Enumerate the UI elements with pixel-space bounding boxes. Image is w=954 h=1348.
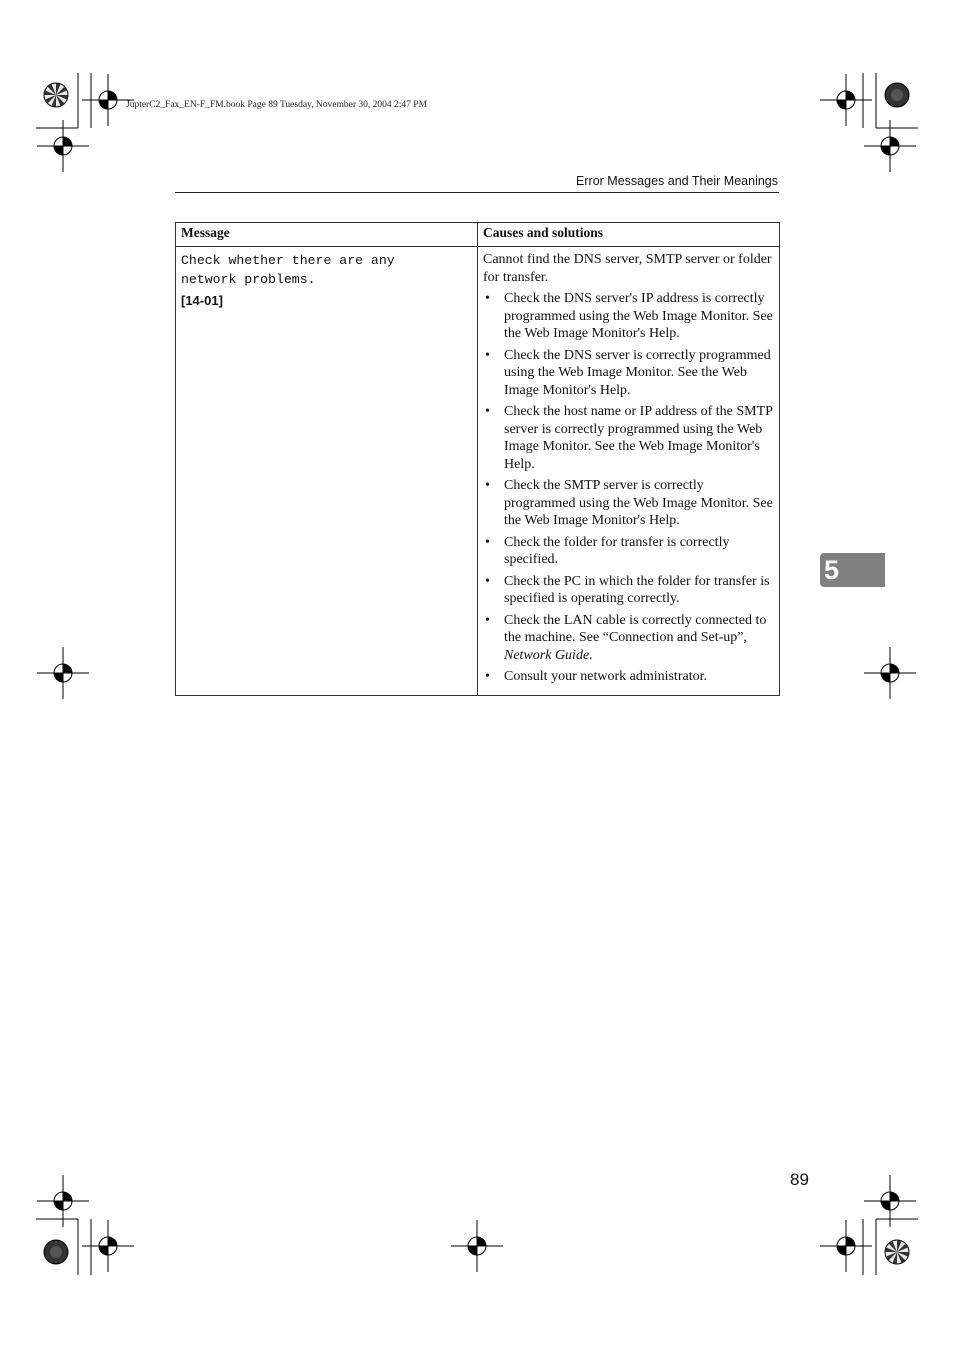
bullet-icon: • <box>485 404 490 419</box>
table-header-row <box>176 223 780 247</box>
list-item <box>483 477 774 530</box>
cause-text: Check the folder for transfer is correctly specified. <box>504 534 730 567</box>
print-info-line: JupterC2_Fax_EN-F_FM.book Page 89 Tuesday, November 30, 2004 2:47 PM <box>126 100 428 110</box>
cause-text-end: . <box>589 647 593 663</box>
list-item <box>483 668 774 686</box>
error-code: [14-01] <box>181 293 223 308</box>
table-row <box>176 247 780 696</box>
bullet-icon: • <box>485 534 490 550</box>
column-header-message: Message <box>176 223 478 247</box>
list-item <box>483 612 774 665</box>
causes-cell <box>478 247 780 696</box>
bullet-icon: • <box>485 573 490 589</box>
cause-text: Check the SMTP server is correctly programmed using the Web Image Monitor. See the Web Image Monitor's Help. <box>504 478 773 528</box>
bullet-icon: • <box>485 291 490 306</box>
header-rule <box>175 192 779 193</box>
cause-text: Consult your network administrator. <box>504 669 707 684</box>
chapter-tab <box>820 553 885 587</box>
bullet-icon: • <box>485 612 490 628</box>
list-item <box>483 534 774 569</box>
cause-text: Check the host name or IP address of the SMTP server is correctly programmed using the Web Image Monitor. See the Web Image Monitor's Help. <box>504 404 773 472</box>
list-item <box>483 573 774 608</box>
list-item <box>483 403 774 473</box>
guide-reference: Network Guide <box>504 647 590 663</box>
message-cell <box>176 247 478 696</box>
cause-text: Check the PC in which the folder for transfer is specified is operating correctly. <box>504 573 770 606</box>
bullet-icon: • <box>485 478 490 493</box>
message-text: Check whether there are any network problems. <box>181 253 395 287</box>
error-message-table <box>175 222 780 696</box>
running-header: Error Messages and Their Meanings <box>576 174 778 188</box>
causes-list <box>483 290 774 686</box>
cause-text: Check the LAN cable is correctly connected to the machine. See “Connection and Set-up”, <box>504 612 767 645</box>
bullet-icon: • <box>485 347 490 363</box>
cause-text: Check the DNS server is correctly programmed using the Web Image Monitor. See the Web Image Monitor's Help. <box>504 347 771 398</box>
list-item <box>483 290 774 343</box>
causes-intro: Cannot find the DNS server, SMTP server or folder for transfer. <box>483 252 772 285</box>
column-header-causes: Causes and solutions <box>478 223 780 247</box>
list-item <box>483 347 774 400</box>
bullet-icon: • <box>485 669 490 684</box>
cause-text: Check the DNS server's IP address is correctly programmed using the Web Image Monitor. See the Web Image Monitor's Help. <box>504 291 773 341</box>
page-number: 89 <box>790 1170 809 1189</box>
chapter-number: 5 <box>824 555 840 585</box>
